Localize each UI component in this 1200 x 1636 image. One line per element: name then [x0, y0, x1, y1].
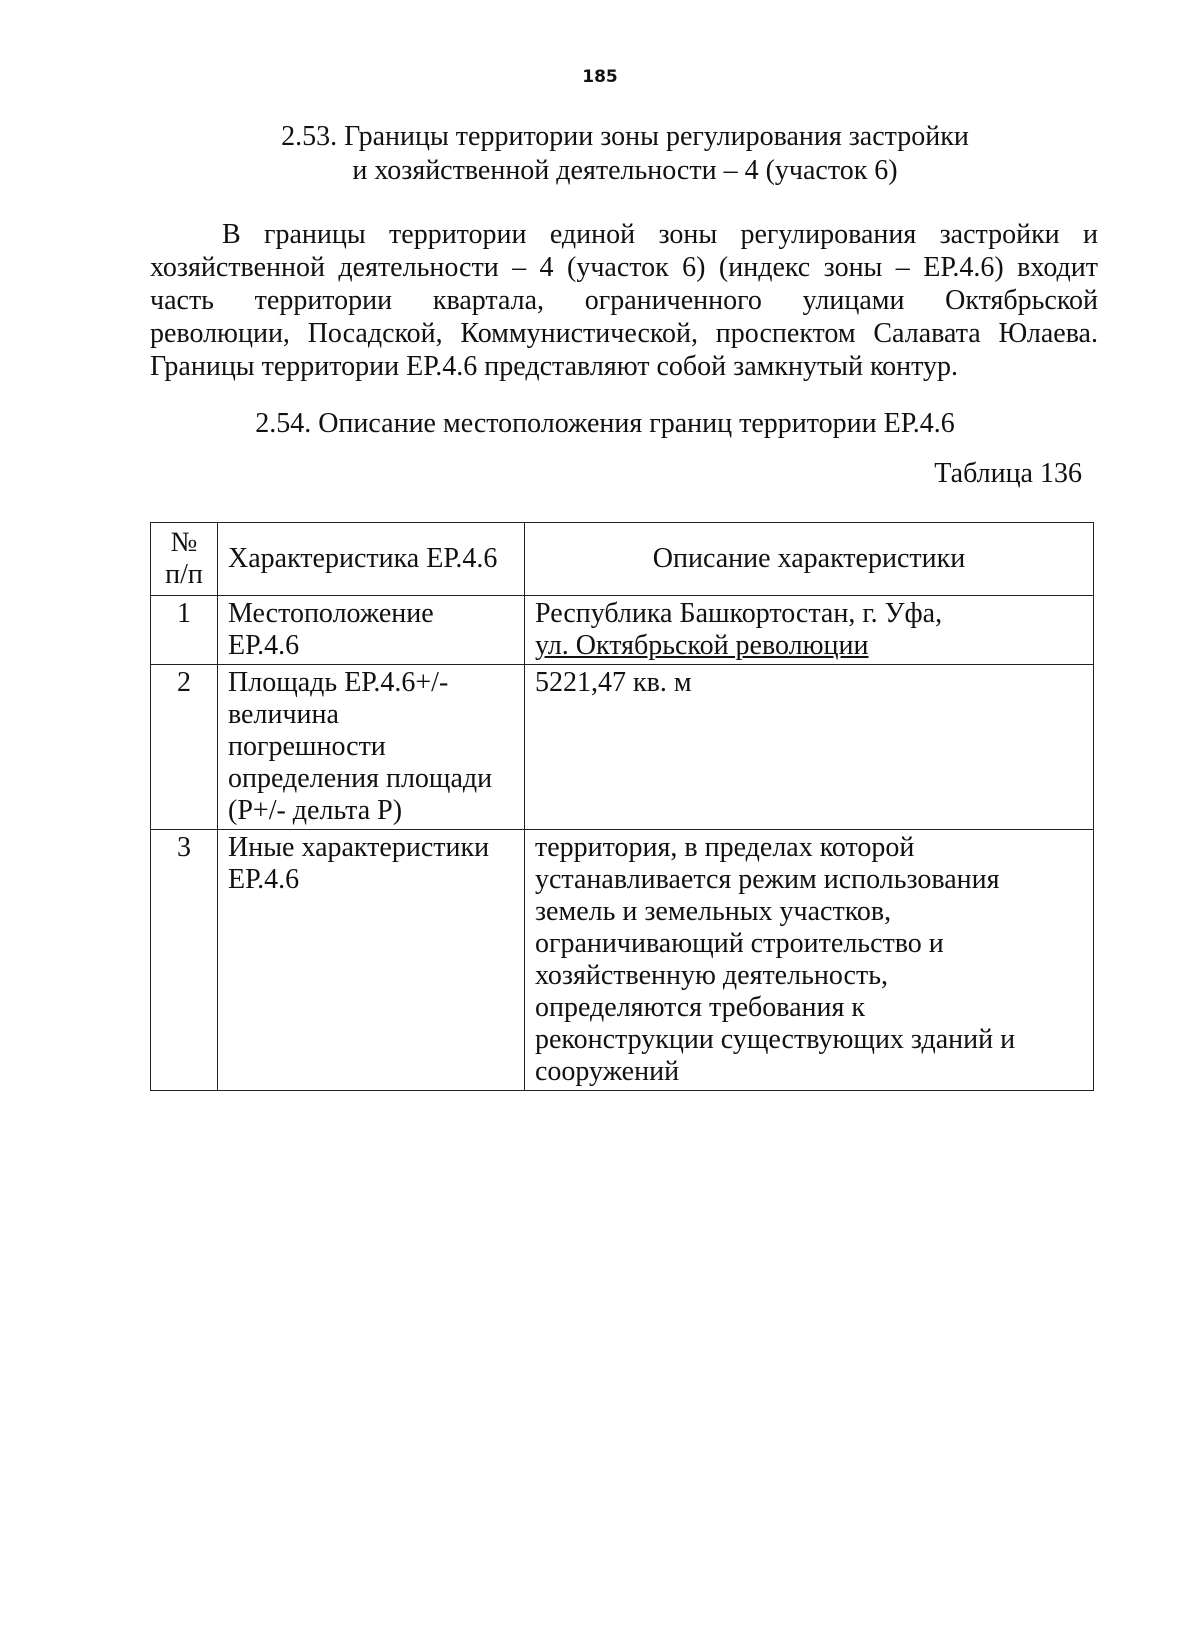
row-description: [525, 596, 1094, 665]
section-heading-2-53: 2.53. Границы территории зоны регулирования застройки и хозяйственной деятельности – 4 (участок 6): [281, 121, 969, 186]
paragraph-line: Границы территории ЕР.4.6 представляют собой замкнутый контур.: [150, 351, 959, 382]
table-row: [151, 596, 1094, 665]
table-row: [151, 665, 1094, 830]
paragraph-line: хозяйственной деятельности – 4 (участок 6) (индекс зоны – ЕР.4.6) входит: [150, 252, 1098, 283]
row-description: 5221,47 кв. м: [525, 665, 1094, 830]
characteristics-table: [150, 522, 1094, 1091]
paragraph-line: В границы территории единой зоны регулирования застройки и: [222, 219, 1098, 250]
table-header-row: [151, 523, 1094, 596]
header-description: Описание характеристики: [525, 523, 1094, 596]
table-caption: Таблица 136: [934, 458, 1082, 489]
row-description: территория, в пределах которой устанавливается режим использования земель и земельных участков, ограничивающий строительство и хозяйственную деятельность, определяются требования к реконструкции существующих зданий и сооружений: [525, 830, 1094, 1091]
row-number: 1: [151, 596, 218, 665]
page-number: 185: [582, 67, 618, 87]
paragraph-line: часть территории квартала, ограниченного улицами Октябрьской: [150, 285, 1098, 316]
section-heading-2-54: 2.54. Описание местоположения границ территории ЕР.4.6: [255, 408, 955, 439]
row-characteristic: Местоположение ЕР.4.6: [218, 596, 525, 665]
paragraph-line: революции, Посадской, Коммунистической, проспектом Салавата Юлаева.: [150, 318, 1098, 349]
description-line-underlined: ул. Октябрьской революции: [535, 630, 869, 661]
row-characteristic: Площадь ЕР.4.6+/- величина погрешности определения площади (P+/- дельта P): [218, 665, 525, 830]
header-number: № п/п: [151, 523, 218, 596]
header-characteristic: Характеристика ЕР.4.6: [218, 523, 525, 596]
zone-description-paragraph: [150, 218, 1098, 383]
row-number: 2: [151, 665, 218, 830]
row-characteristic: Иные характеристики ЕР.4.6: [218, 830, 525, 1091]
description-line: Республика Башкортостан, г. Уфа,: [535, 598, 943, 629]
row-number: 3: [151, 830, 218, 1091]
table-row: [151, 830, 1094, 1091]
